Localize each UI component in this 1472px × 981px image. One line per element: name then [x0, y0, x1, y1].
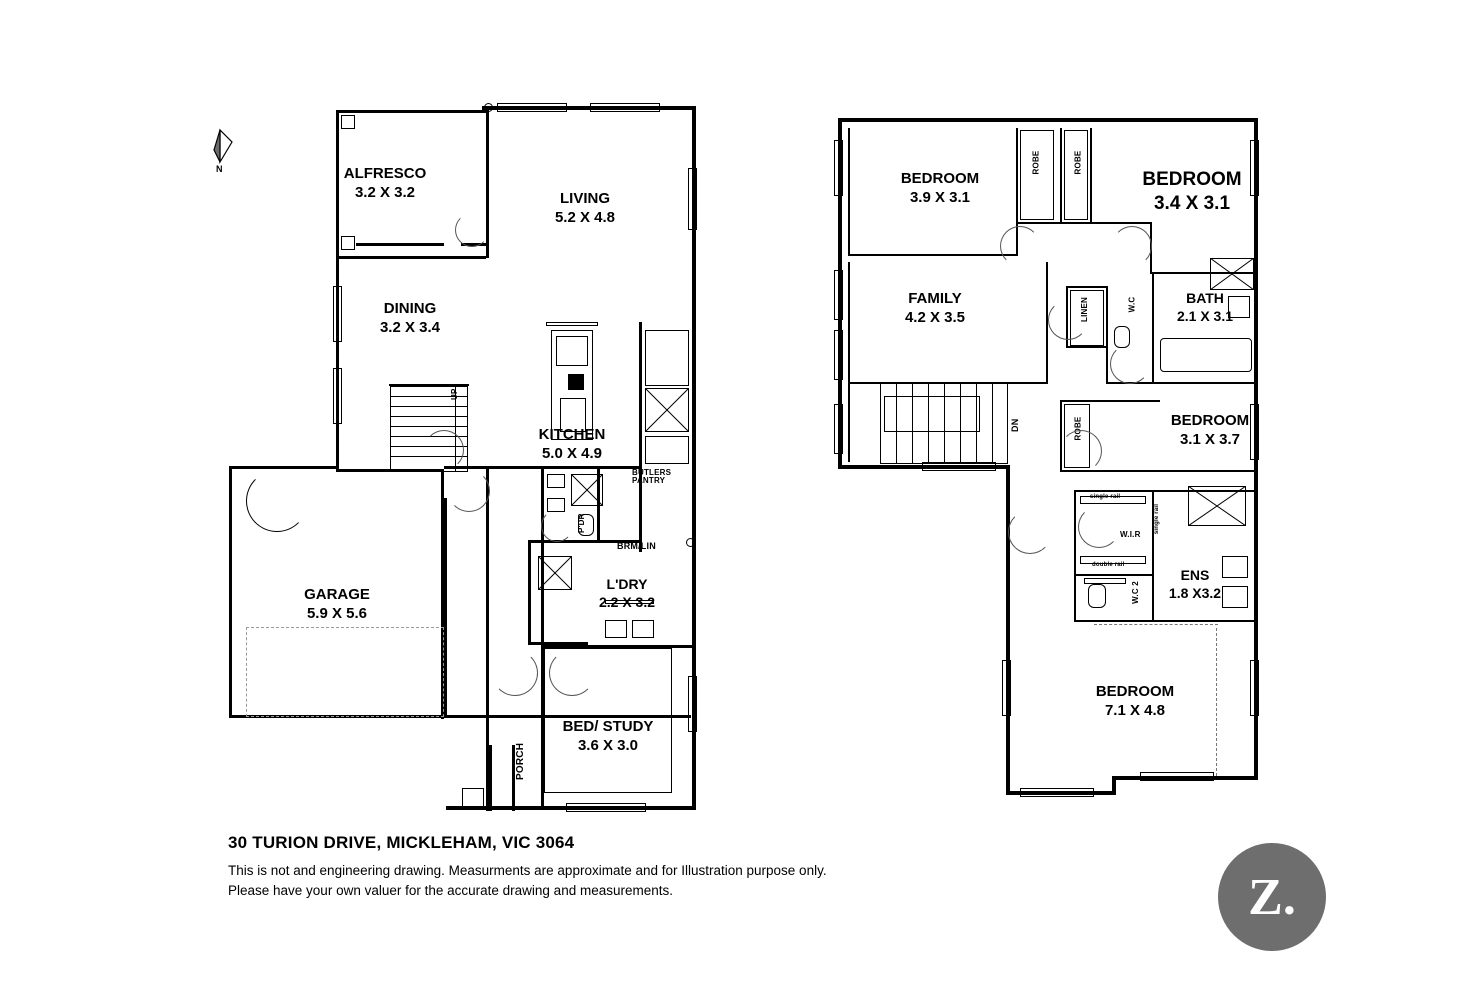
door-arc [492, 650, 538, 696]
window [333, 368, 342, 424]
bathtub [1160, 338, 1252, 372]
room-label-dining: DINING 3.2 X 3.4 [379, 300, 441, 336]
alfresco-post [341, 236, 355, 250]
door-arc [455, 213, 489, 247]
door-arc [246, 470, 308, 532]
laundry-trough [605, 620, 627, 638]
pantry-bench [645, 330, 689, 386]
door-arc [448, 470, 490, 512]
label-wc: W.C [1127, 296, 1137, 313]
door-arc [1112, 226, 1152, 266]
wall [1066, 346, 1108, 348]
door-arc [424, 430, 464, 470]
label-powder: P'DR [577, 513, 586, 533]
bench [1084, 578, 1126, 584]
label-robe: ROBE [1031, 150, 1041, 175]
room-label-laundry: L'DRY 2.2 X 3.2 [598, 576, 656, 610]
disclaimer-line-2: Please have your own valuer for the accurate drawing and measurements. [228, 882, 673, 898]
robe [1020, 130, 1054, 220]
cooktop [568, 374, 584, 390]
wall [1060, 470, 1256, 472]
wall [1006, 465, 1010, 795]
room-label-kitchen: KITCHEN 5.0 X 4.9 [538, 426, 606, 462]
room-label-garage: GARAGE 5.9 X 5.6 [304, 586, 370, 622]
window [1002, 660, 1011, 716]
robe [1064, 130, 1088, 220]
label-butlers-pantry: BUTLERS PANTRY [632, 468, 672, 486]
label-robe: ROBE [1073, 416, 1083, 441]
room-label-ensuite: ENS 1.8 X3.2 [1168, 567, 1222, 601]
master-bed-dashed-line [1094, 624, 1218, 626]
window [566, 803, 646, 812]
disclaimer-line-1: This is not and engineering drawing. Measurments are approximate and for Illustration purpose only. [228, 863, 827, 878]
wall [528, 540, 531, 645]
wall [336, 256, 486, 259]
label-double-rail: double rail [1092, 562, 1125, 568]
sink [556, 336, 588, 366]
window [688, 168, 697, 230]
window [1020, 788, 1094, 797]
footer [228, 833, 1128, 900]
wall [1152, 272, 1154, 384]
wall [229, 466, 232, 718]
label-wc2: W.C 2 [1130, 581, 1140, 604]
label-single-rail-2: single rail [1154, 503, 1161, 535]
label-wir: W.I.R [1120, 530, 1141, 539]
wall [541, 466, 642, 469]
wall [1074, 620, 1256, 622]
window [834, 270, 843, 320]
room-label-master-bedroom: BEDROOM 7.1 X 4.8 [1095, 683, 1175, 719]
wall [1112, 776, 1116, 795]
door-arc [541, 510, 573, 542]
label-single-rail: single rail [1090, 494, 1121, 500]
label-brm-lin: BRM/LIN [617, 541, 656, 551]
basin [547, 474, 565, 488]
window [590, 103, 660, 112]
corner-node [686, 538, 695, 547]
door-arc [1078, 506, 1120, 548]
wall [848, 128, 850, 256]
wall [848, 254, 1016, 256]
room-label-bath: BATH 2.1 X 3.1 [1176, 290, 1234, 324]
wall [229, 466, 339, 469]
bench [546, 322, 598, 326]
room-label-living: LIVING 5.2 X 4.8 [554, 190, 616, 226]
north-label: N [216, 164, 223, 174]
wall [1060, 400, 1160, 402]
wall [528, 642, 588, 645]
room-label-alfresco: ALFRESCO 3.2 X 3.2 [343, 165, 427, 201]
stair-direction-label: UP [450, 388, 459, 400]
room-label-bedroom-3: BEDROOM 3.1 X 3.7 [1170, 412, 1250, 448]
window [834, 404, 843, 454]
window [922, 462, 996, 471]
label-porch: PORCH [515, 742, 526, 780]
wall [1062, 222, 1152, 224]
window [1140, 772, 1214, 781]
corner-node [484, 103, 493, 112]
door-arc [1000, 226, 1040, 266]
alfresco-post [341, 115, 355, 129]
garage-door-swing [246, 627, 444, 717]
brand-logo: Z. [1218, 843, 1326, 951]
wall [1106, 286, 1108, 384]
door-arc [1110, 344, 1150, 384]
door-arc [549, 650, 595, 696]
door-arc [1060, 430, 1102, 472]
room-label-bedroom-2: BEDROOM 3.4 X 3.1 [1142, 169, 1242, 214]
wall [838, 118, 1258, 122]
wall [1066, 286, 1108, 288]
window [1250, 660, 1259, 716]
north-arrow [206, 128, 242, 180]
label-linen: LINEN [1080, 297, 1089, 322]
toilet [1088, 584, 1106, 608]
window [688, 676, 697, 732]
room-label-bed-study: BED/ STUDY 3.6 X 3.0 [562, 718, 654, 754]
wall [1060, 128, 1062, 224]
window [834, 330, 843, 380]
stair-void [884, 396, 980, 432]
washer [632, 620, 654, 638]
room-label-family: FAMILY 4.2 X 3.5 [904, 290, 966, 326]
wall [336, 110, 486, 113]
wall [1016, 222, 1062, 224]
room-label-bedroom-1: BEDROOM 3.9 X 3.1 [900, 170, 980, 206]
label-down: DN [1010, 418, 1020, 432]
wall [1074, 490, 1076, 622]
wall [356, 243, 444, 246]
window [497, 103, 567, 112]
property-address: 30 TURION DRIVE, MICKLEHAM, VIC 3064 [228, 833, 575, 852]
label-robe: ROBE [1073, 150, 1083, 175]
window [834, 140, 843, 196]
door-arc [1048, 300, 1088, 340]
door-arc [1008, 510, 1052, 554]
